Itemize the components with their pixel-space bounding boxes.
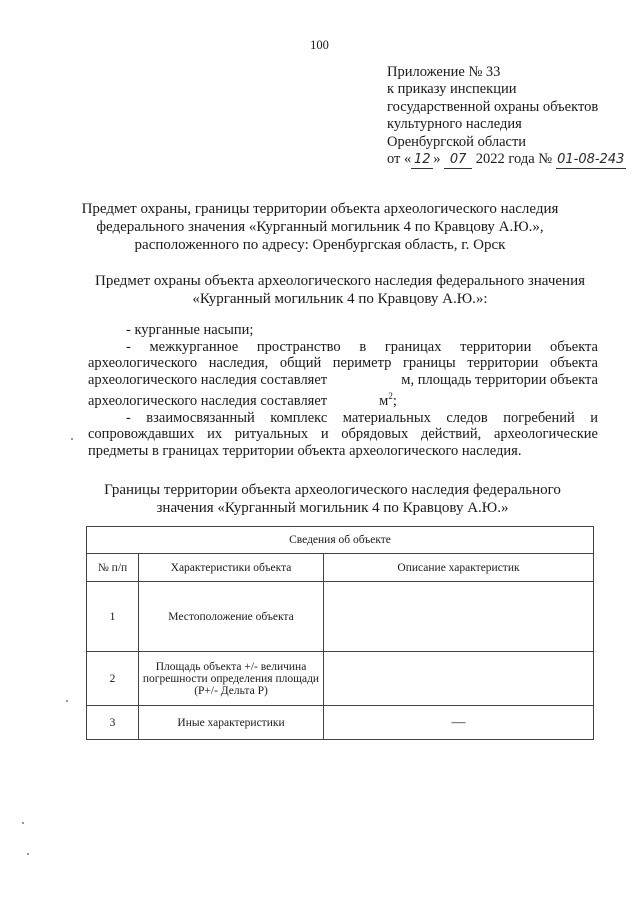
area-unit: м — [379, 393, 389, 410]
appendix-line: культурного наследия — [387, 116, 522, 133]
column-header: Характеристики объекта — [139, 554, 324, 582]
title-line: Предмет охраны, границы территории объекта археологического наследия — [81, 201, 559, 217]
perimeter-unit: м, площадь территории объекта — [401, 371, 598, 388]
scan-speck — [71, 438, 73, 440]
table-row — [87, 706, 594, 740]
scan-speck — [66, 700, 68, 702]
row-characteristic: Иные характеристики — [139, 706, 324, 740]
appendix-line: государственной охраны объектов — [387, 98, 599, 115]
appendix-date-line — [387, 151, 626, 169]
area-end: ; — [392, 393, 397, 410]
subject-list — [88, 322, 598, 460]
handwritten-order-number: 01-08-243 — [556, 151, 626, 169]
subject-heading — [80, 272, 600, 308]
subject-item: - курганные насыпи; — [126, 322, 254, 338]
area-label: археологического наследия составляет — [88, 393, 328, 410]
subject-item-line: предметы в границах территории объекта археологического наследия. — [88, 442, 522, 459]
scan-speck — [27, 853, 29, 855]
subject-item-line — [88, 388, 598, 409]
borders-heading-line: Границы территории объекта археологического наследия федерального — [104, 482, 561, 498]
subject-item: - взаимосвязанный комплекс материальных следов погребений и — [126, 409, 598, 426]
date-mid: » — [433, 151, 441, 168]
row-description: — — [324, 706, 594, 740]
table-row — [87, 582, 594, 652]
column-header: № п/п — [87, 554, 139, 582]
object-info-table — [86, 526, 594, 740]
borders-heading — [80, 481, 585, 517]
title-line: федерального значения «Курганный могильник 4 по Кравцову А.Ю.», — [96, 219, 544, 235]
row-characteristic: Площадь объекта +/- величина погрешности определения площади (P+/- Дельта P) — [139, 652, 324, 706]
subject-item-line: археологического наследия, общий периметр границы территории объекта — [88, 355, 598, 372]
appendix-line: Оренбургской области — [387, 133, 527, 150]
handwritten-month: 07 — [444, 151, 472, 169]
handwritten-day: 12 — [411, 151, 433, 169]
row-characteristic: Местоположение объекта — [139, 582, 324, 652]
subject-item: - межкурганное пространство в границах территории объекта — [126, 338, 598, 355]
row-number: 2 — [87, 652, 139, 706]
row-number: 1 — [87, 582, 139, 652]
column-header: Описание характеристик — [324, 554, 594, 582]
appendix-header — [387, 64, 626, 169]
appendix-line: к приказу инспекции — [387, 81, 517, 98]
title-line: расположенного по адресу: Оренбургская область, г. Орск — [134, 237, 506, 253]
document-title — [60, 200, 580, 254]
perimeter-label: археологического наследия составляет — [88, 371, 328, 388]
subject-item-line: сопровождавших их ритуальных и обрядовых действий, археологические — [88, 426, 598, 443]
table-row — [87, 652, 594, 706]
date-year: 2022 года № — [475, 151, 553, 168]
subject-heading-line: «Курганный могильник 4 по Кравцову А.Ю.»: — [192, 291, 488, 307]
table-caption: Сведения об объекте — [87, 527, 594, 554]
borders-heading-line: значения «Курганный могильник 4 по Кравцову А.Ю.» — [156, 500, 509, 516]
area-unit-sup: 2 — [388, 391, 393, 402]
row-description — [324, 582, 594, 652]
scan-speck — [22, 822, 24, 824]
subject-heading-line: Предмет охраны объекта археологического наследия федерального значения — [94, 273, 586, 289]
row-description — [324, 652, 594, 706]
date-prefix: от « — [387, 151, 412, 168]
row-number: 3 — [87, 706, 139, 740]
subject-item-line — [88, 372, 598, 389]
appendix-line: Приложение № 33 — [387, 64, 501, 80]
page-number: 100 — [310, 38, 329, 52]
